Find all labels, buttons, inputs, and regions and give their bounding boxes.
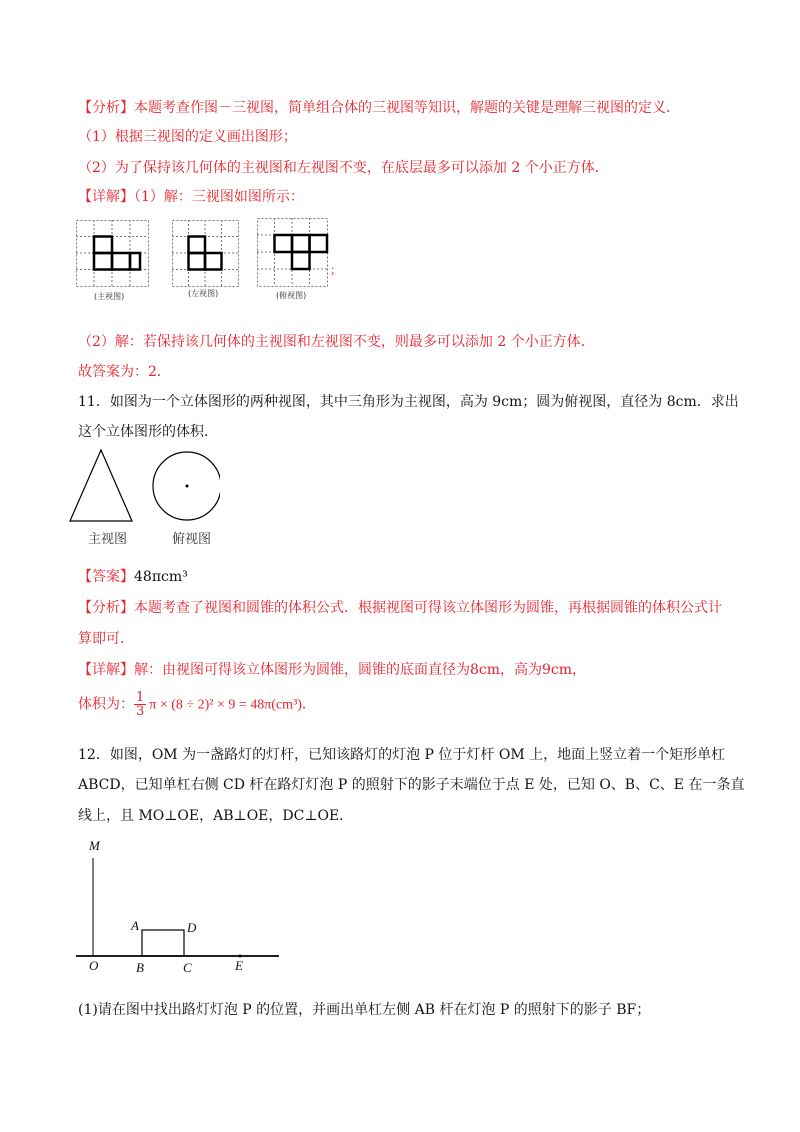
label-d: D xyxy=(187,920,197,935)
q11-answer xyxy=(78,567,188,587)
q10-step1: （1）根据三视图的定义画出图形； xyxy=(78,129,297,145)
label-a: A xyxy=(131,918,139,933)
q12-diagram xyxy=(74,852,284,962)
fraction-numerator: 1 xyxy=(136,690,145,705)
fraction-denominator: 3 xyxy=(136,704,145,719)
q10-step2: （2）为了保持该几何体的主视图和左视图不变，在底层最多可以添加 2 个小正方体． xyxy=(78,160,609,176)
left-view-caption: (左视图) xyxy=(188,289,219,298)
label-b: B xyxy=(136,960,144,975)
detail-text: （1）解：三视图如图所示： xyxy=(134,189,304,205)
analysis-tag: 【分析】 xyxy=(78,600,134,616)
left-view-figure xyxy=(172,220,252,290)
q12-stem-line2: ABCD，已知单杠右侧 CD 杆在路灯灯泡 P 的照射下的影子末端位于点 E 处，已知 O、B、C、E 在一条直 xyxy=(78,777,745,793)
volume-label: 体积为： xyxy=(78,696,134,713)
q11-views-figure xyxy=(68,448,220,528)
answer-tag: 【答案】 xyxy=(78,569,134,585)
q11-stem-line2: 这个立体图形的体积． xyxy=(78,424,218,440)
label-m: M xyxy=(89,838,100,853)
top-view-caption: (俯视图) xyxy=(276,291,307,300)
q11-volume xyxy=(78,691,316,719)
q11-caption-top: 俯视图 xyxy=(172,532,212,547)
label-o: O xyxy=(89,958,99,973)
analysis-tag: 【分析】 xyxy=(78,100,134,116)
triangle-front-view xyxy=(70,450,132,521)
answer-value: 48πcm³ xyxy=(134,569,188,585)
q11-analysis xyxy=(78,598,722,618)
q10-analysis xyxy=(78,98,680,118)
circle-center-dot xyxy=(186,485,189,488)
detail-text: 解：由视图可得该立体图形为圆锥，圆锥的底面直径为8cm，高为9cm， xyxy=(134,662,587,678)
top-view-figure xyxy=(257,218,337,290)
analysis-line1: 本题考查了视图和圆锥的体积公式．根据视图可得该立体图形为圆锥，再根据圆锥的体积公式计 xyxy=(134,600,722,616)
q12-stem-line1: 12．如图，OM 为一盏路灯的灯杆，已知该路灯的灯泡 P 位于灯杆 OM 上，地面上竖立着一个矩形单杠 xyxy=(78,747,726,763)
q11-stem-line1: 11．如图为一个立体图形的两种视图，其中三角形为主视图，高为 9cm；圆为俯视图，直径为 8cm．求出 xyxy=(78,394,739,410)
detail-tag: 【详解】 xyxy=(78,662,134,678)
front-view-caption: (主视图) xyxy=(94,292,125,301)
figure-semicolon: ； xyxy=(330,263,343,277)
detail-tag: 【详解】 xyxy=(78,189,134,205)
q11-detail xyxy=(78,660,586,680)
volume-expression: π × (8 ÷ 2)² × 9 = 48π(cm³)． xyxy=(149,697,316,713)
q12-part1: (1)请在图中找出路灯灯泡 P 的位置，并画出单杠左侧 AB 杆在灯泡 P 的照射下的影子 BF； xyxy=(78,1002,651,1018)
q11-caption-front: 主视图 xyxy=(88,532,128,547)
q10-sol2: （2）解：若保持该几何体的主视图和左视图不变，则最多可以添加 2 个小正方体． xyxy=(78,334,595,350)
q11-analysis-line2: 算即可． xyxy=(78,631,134,647)
bar-abcd xyxy=(142,930,184,956)
analysis-text: 本题考查作图－三视图，简单组合体的三视图等知识，解题的关键是理解三视图的定义． xyxy=(134,100,680,116)
q10-answer: 故答案为：2． xyxy=(78,364,171,380)
fraction xyxy=(134,691,146,718)
label-c: C xyxy=(183,960,192,975)
q10-detail xyxy=(78,187,304,207)
front-view-figure xyxy=(76,220,156,290)
q12-stem-line3: 线上，且 MO⊥OE，AB⊥OE，DC⊥OE． xyxy=(78,808,354,824)
label-e: E xyxy=(235,958,243,973)
